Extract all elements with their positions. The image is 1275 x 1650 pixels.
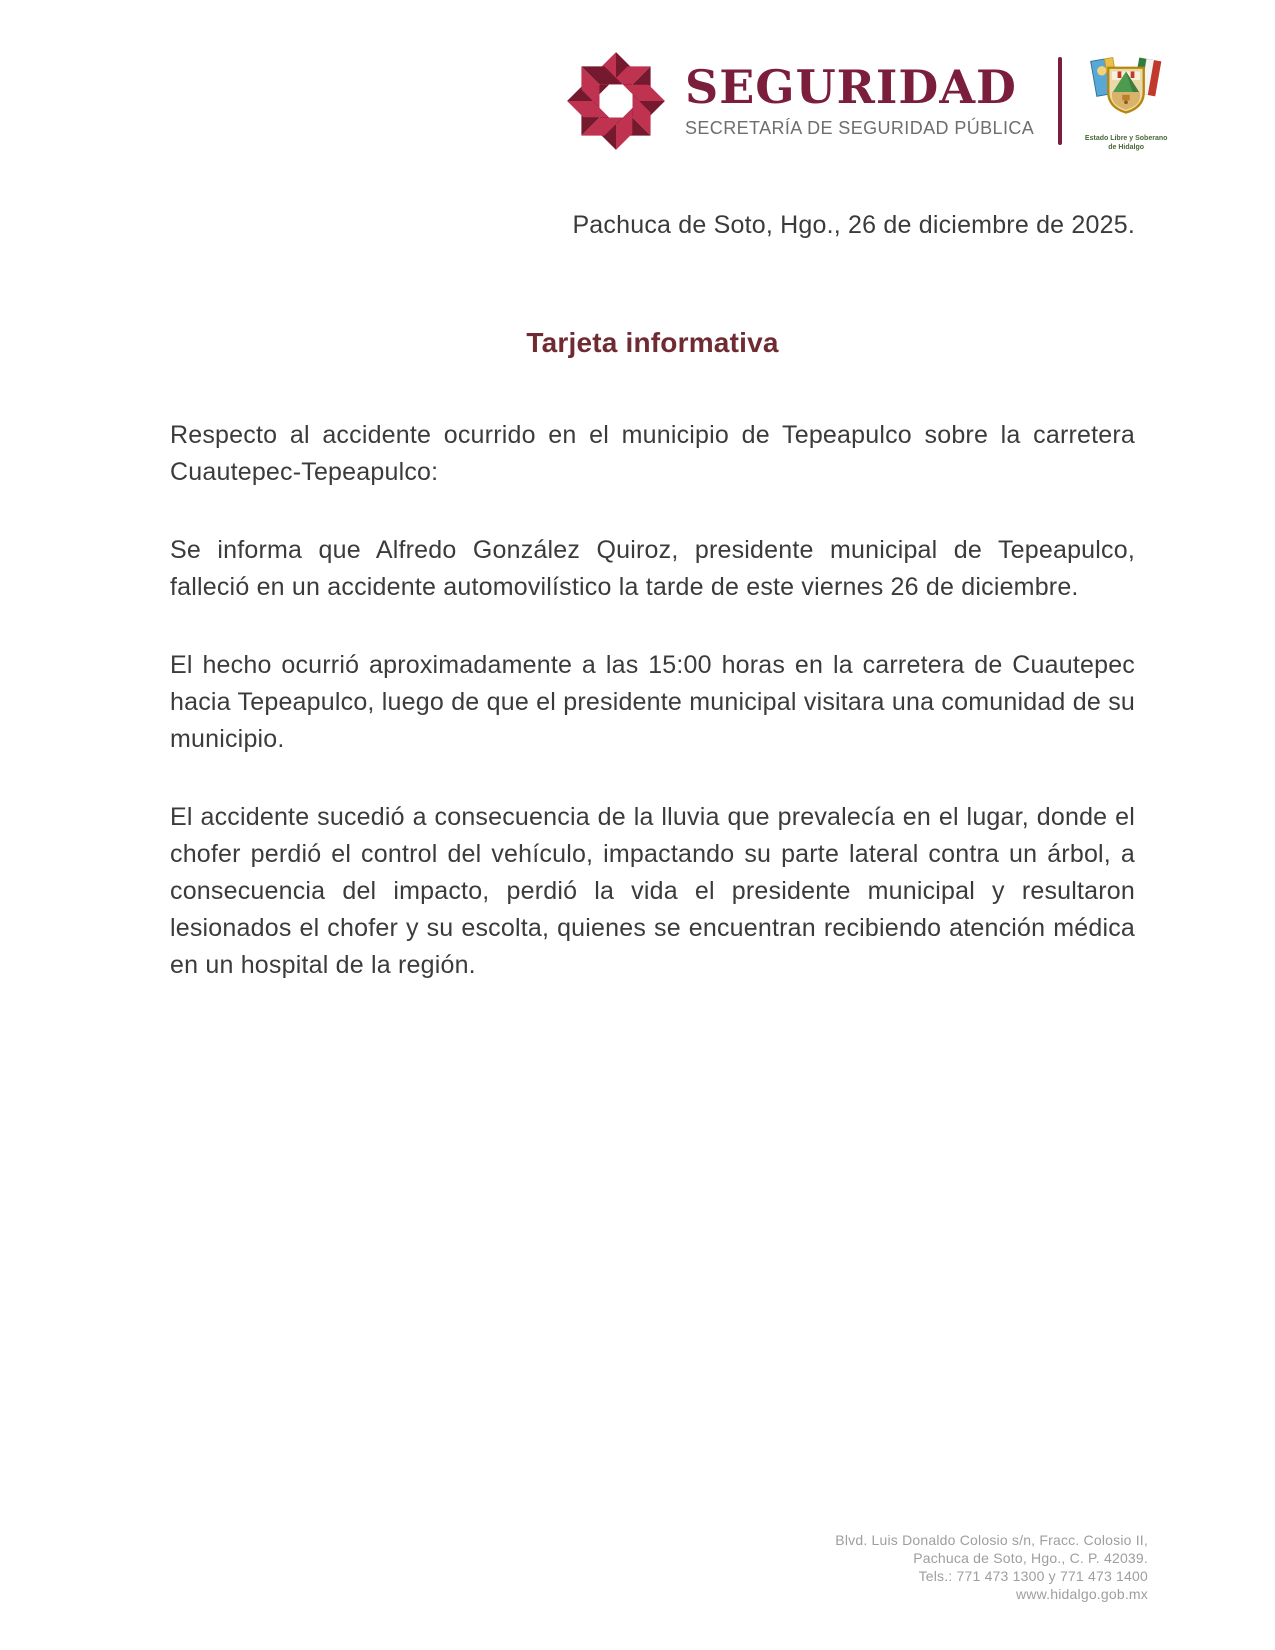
crest-caption-line1: Estado Libre y Soberano: [1084, 135, 1168, 142]
letterhead: [563, 48, 1168, 154]
brand-block: [685, 60, 1035, 138]
paragraph-2: Se informa que Alfredo González Quiroz, presidente municipal de Tepeapulco, falleció en un accidente automovilístico la tarde de este viernes 26 de diciembre.: [170, 536, 1135, 601]
page-title: Tarjeta informativa: [526, 327, 779, 358]
footer-line-phones: Tels.: 771 473 1300 y 771 473 1400: [918, 1568, 1148, 1584]
footer-line-city: Pachuca de Soto, Hgo., C. P. 42039.: [913, 1550, 1148, 1566]
seguridad-star-icon: [563, 48, 669, 154]
paragraph-4: El accidente sucedió a consecuencia de la lluvia que prevalecía en el lugar, donde el chofer perdió el control del vehículo, impactando su parte lateral contra un árbol, a consecuencia del impacto, perdió la vida el presidente municipal y resultaron lesionados el chofer y su escolta, quienes se encuentran recibiendo atención médica en un hospital de la región.: [170, 803, 1135, 979]
dateline: Pachuca de Soto, Hgo., 26 de diciembre de 2025.: [572, 211, 1135, 239]
crest-caption: [1085, 134, 1167, 152]
brand-subtitle: SECRETARÍA DE SEGURIDAD PÚBLICA: [685, 117, 1035, 138]
hidalgo-crest: [1084, 52, 1168, 152]
footer-line-website: www.hidalgo.gob.mx: [1016, 1586, 1148, 1602]
paragraph-1: Respecto al accidente ocurrido en el municipio de Tepeapulco sobre la carretera Cuautepec-Tepeapulco:: [170, 421, 1135, 486]
document-body: [170, 417, 1135, 1025]
crest-caption-line2: de Hidalgo: [1108, 144, 1145, 151]
paragraph-3: El hecho ocurrió aproximadamente a las 15:00 horas en la carretera de Cuautepec hacia Tepeapulco, luego de que el presidente municipal visitara una comunidad de su municipio.: [170, 651, 1135, 753]
hidalgo-coat-of-arms-icon: [1084, 52, 1168, 132]
header-divider: [1058, 57, 1062, 145]
brand-name: SEGURIDAD: [685, 60, 1017, 115]
footer-address: [835, 1531, 1148, 1603]
footer-line-address: Blvd. Luis Donaldo Colosio s/n, Fracc. Colosio II,: [835, 1532, 1148, 1548]
